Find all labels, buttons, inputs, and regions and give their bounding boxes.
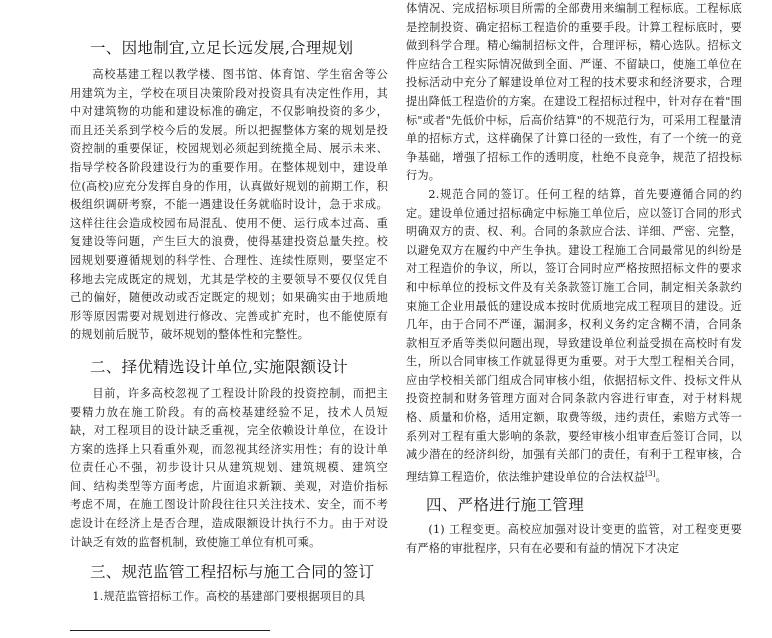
section3-heading: 三、规范监管工程招标与施工合同的签订 bbox=[90, 563, 375, 582]
contract-paragraph bbox=[406, 186, 742, 487]
footnote-divider bbox=[70, 630, 270, 631]
section3-paragraph-continued: 体情况、完成招标项目所需的全部费用来编制工程标底。工程标底是控制投资、确定招标工程造价的重要手段。计算工程标底时，要做到科学合理。精心编制招标文件，合理评标，精心选队。招标文件应结合工程实际情况做到全面、严谨、不留缺口，使施工单位在投标活动中充分了解建设单位对工程的技术要求和经济要求，合理提出降低工程造价的方案。在建设工程招标过程中，针对存在着"围标"或者"先低价中标，后高价结算"的不规范行为，可采用工程量清单的招标方式，这样确保了计算口径的一致性，有了一个统一的竞争基础，增强了招标工作的透明度，杜绝不良竞争，规范了招投标行为。 bbox=[406, 2, 742, 183]
contract-paragraph-text: 2.规范合同的签订。任何工程的结算，首先要遵循合同的约定。建设单位通过招标确定中标施工单位后，应以签订合同的形式明确双方的责、权、利。合同的条款应合法、详细、严密、完整，以避免双方在履约中产生争执。建设工程施工合同最常见的纠纷是对工程造价的争议，所以，签订合同时应严格按照招标文件的要求和中标单位的投标文件及有关条款签订施工合同，制定相关条款约束施工企业用最低的建设成本按时优质地完成工程项目的建设。近几年，由于合同不严谨，漏洞多，权利义务约定含糊不清，合同条款相互矛盾等类似问题出现，导致建设单位利益受损在高校时有发生，所以合同审核工作就显得更为重要。对于大型工程相关合同，应由学校相关部门组成合同审核小组，依据招标文件、投标文件从投资控制和财务管理方面对合同条款内容进行审查，对于材料规格、质量和价格，适用定额，取费等级，违约责任，索赔方式等一系列对工程有重大影响的条款，要经审核小组审查后签订合同，以减少潜在的经济纠纷，加强有关部门的责任，有利于工程审核，合理结算工程造价，依法维护建设单位的合法权益 bbox=[406, 187, 742, 484]
section4-heading: 四、严格进行施工管理 bbox=[426, 496, 585, 515]
section2-paragraph: 目前，许多高校忽视了工程设计阶段的投资控制，而把主要精力放在施工阶段。有的高校基建经验不足，技术人员短缺，对工程项目的设计缺乏重视，完全依赖设计单位，在设计方案的选择上只看重外观，而忽视其经济实用性；有的设计单位责任心不强，初步设计只从建筑规划、建筑规模、建筑空间、结构类型等方面考虑，片面追求新颖、美观，对造价指标考虑不周，在施工图设计阶段往往只关注技术、安全，而不考虑设计在经济上是否合理，造成限额设计执行不力。由于对设计缺乏有效的监督机制，致使施工单位有机可乘。 bbox=[70, 386, 388, 549]
citation-ref: [3] bbox=[645, 469, 656, 478]
section1-heading: 一、因地制宜,立足长远发展,合理规划 bbox=[90, 39, 354, 57]
right-column bbox=[406, 0, 742, 558]
section4-paragraph: (1) 工程变更。高校应加强对设计变更的监管，对工程变更要有严格的审批程序，只有在必要和有益的情况下才决定 bbox=[406, 523, 742, 555]
section1-paragraph: 高校基建工程以教学楼、图书馆、体育馆、学生宿舍等公用建筑为主，学校在项目决策阶段对投资具有决定性作用，其中对建筑物的功能和建设标准的确定，不仅影响投资的多少，而且还关系到学校今后的发展。所以把握整体方案的规划是投资控制的重要保证，校园规划必须起到统揽全局、展示未来、指导学校各阶段建设行为的重要作用。在整体规划中，建设单位(高校)应充分发挥自身的作用，认真做好规划的前期工作，积极组织调研考察，不能一遇建设任务就临时设计，急于求成。这样往往会造成校园布局混乱、使用不便、运行成本过高、重复建设等问题，产生巨大的浪费，使得基建投资总量失控。校园规划要遵循规划的科学性、合理性、连续性原则，要坚定不移地去完成既定的规划，尤其是学校的主要领导不要仅仅凭自己的偏好，随便改动或否定既定的规划；如果确实由于地质地形等原因需要对规划进行修改、完善或扩充时，也不能使原有的规划前后脱节，破坏规划的整体性和完整性。 bbox=[70, 68, 388, 342]
section3-paragraph-start: 1.规范监管招标工作。高校的基建部门要根据项目的具 bbox=[92, 590, 366, 604]
contract-paragraph-end: 。 bbox=[655, 470, 668, 484]
section2-heading: 二、择优精选设计单位,实施限额设计 bbox=[90, 357, 349, 376]
left-column bbox=[70, 0, 388, 607]
